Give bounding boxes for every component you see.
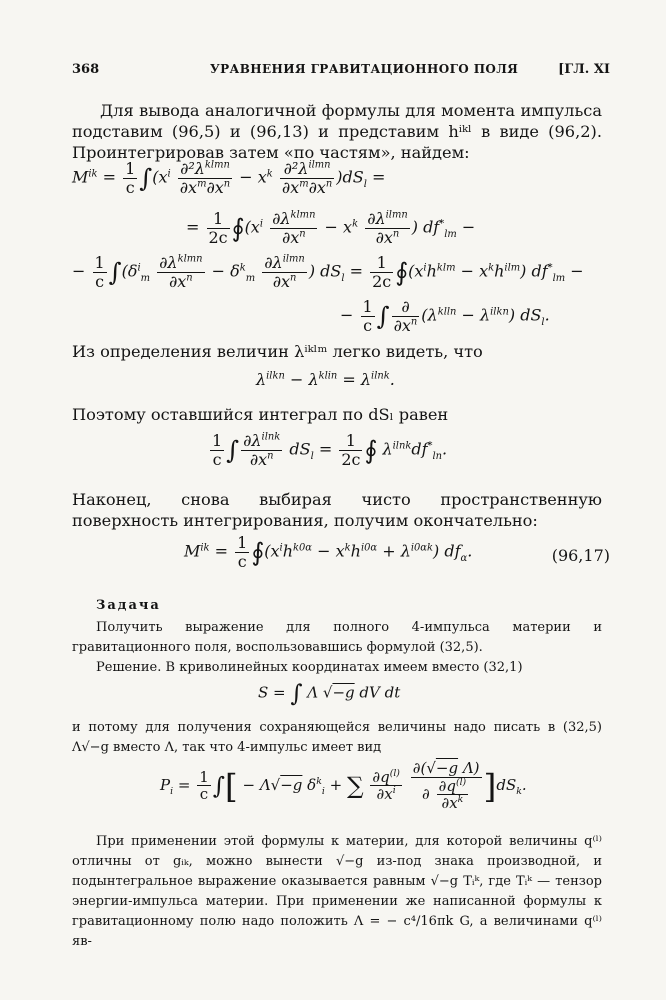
running-title: УРАВНЕНИЯ ГРАВИТАЦИОННОГО ПОЛЯ	[210, 62, 519, 76]
paragraph-final: Наконец, снова выбирая чисто пространственную поверхность интегрирования, получим окончательно:	[72, 490, 602, 530]
running-header	[72, 62, 610, 82]
equation-action: S = ∫ Λ √−g dV dt	[258, 680, 401, 707]
equation-moment-line3: − $\frac{1}{c}$ $\int(\delta^i_m$ $\frac{\partial\lambda^{klmn}}{\partial x^n}$ − $\delta^k_m$ $\frac{\partial\lambda^{ilmn}}{\partial x^n}$ ) $dS_l$ = $\frac{1}{2c}$ $∮(x^ih^{klm} - x^kh^{ilm}) df^*_{lm}$ −	[72, 253, 584, 291]
equation-four-momentum: $P_i$ = $\frac{1}{c}$ ∫[ − Λ√−g $\delta^k_i$ + ∑ $\frac{\partial q^{(l)}}{\partial x^i}$ ∂(√−g Λ) ∂ $\frac{\partial q^{(l)}}{\partial x^k}$ ]$dS_k$.	[160, 759, 527, 812]
equation-final-moment: $M^{ik}$ = $\frac{1}{c}$ $∮(x^ih^{k0\alpha} - x^kh^{i0\alpha} + \lambda^{i0\alpha k})$ $df_\alpha$.	[184, 533, 473, 571]
equation-moment-line4: − $\frac{1}{c}$ ∫ $\frac{\partial}{\partial x^n}$ $(\lambda^{klln} - \lambda^{ilkn})$ $dS_l$.	[340, 297, 550, 335]
equation-number: (96,17)	[551, 546, 610, 565]
solution-intro: Решение. В криволинейных координатах имеем вместо (32,1)	[96, 660, 523, 675]
solution-continued: и потому для получения сохраняющейся величины надо писать в (32,5) Λ√−g вместо Λ, так что 4-импульс имеет вид	[72, 720, 602, 755]
equation-remaining-integral: $\frac{1}{c}$ ∫ $\frac{\partial\lambda^{ilnk}}{\partial x^n}$ $dS_l$ = $\frac{1}{2c}$ ∮ $\lambda^{ilnk}df^*_{ln}$.	[212, 431, 448, 469]
equation-moment-line2: = $\frac{1}{2c}$ $∮(x^i$ $\frac{\partial\lambda^{klmn}}{\partial x^n}$ − $x^k$ $\frac{\partial\lambda^{ilmn}}{\partial x^n}$ ) $df^*_{lm}$ −	[186, 209, 476, 247]
paragraph-definition: Из определения величин λⁱᵏˡᵐ легко видеть, что	[72, 342, 483, 361]
page-number: 368	[72, 62, 100, 77]
problem-statement: Получить выражение для полного 4-импульса материи и гравитационного поля, воспользовавшись формулой (32,5).	[72, 620, 602, 655]
equation-moment-line1: $M^{ik}$ = $\frac{1}{c}$ $\int(x^i$ $\frac{\partial^2\lambda^{klmn}}{\partial x^m\partial x^n}$ − $x^k$ $\frac{\partial^2\lambda^{ilmn}}{\partial x^m\partial x^n}$ )$dS_l$ =	[72, 159, 386, 197]
paragraph-remaining: Поэтому оставшийся интеграл по dSₗ равен	[72, 405, 449, 424]
paragraph-intro: Для вывода аналогичной формулы для момента импульса подставим (96,5) и (96,13) и представим hⁱᵏˡ в виде (96,2). Проинтегрировав затем «по частям», найдем:	[72, 101, 602, 162]
equation-lambda-identity: $\lambda^{ilkn} - \lambda^{klin} = \lambda^{ilnk}$.	[256, 370, 395, 389]
chapter-label: [ГЛ. XI	[558, 62, 610, 77]
solution-explanation: При применении этой формулы к материи, для которой величины q⁽ˡ⁾ отличны от gᵢₖ, можно вынести √−g из-под знака производной, и подынтегральное выражение оказывается равным √−g Tᵢᵏ, где Tᵢᵏ — тензор энергии-импульса материи. При применении же написанной формулы к гравитационному полю надо положить Λ = − c⁴/16πk G, а величинами q⁽ˡ⁾ яв-	[72, 834, 602, 949]
problem-heading: Задача	[96, 598, 161, 613]
